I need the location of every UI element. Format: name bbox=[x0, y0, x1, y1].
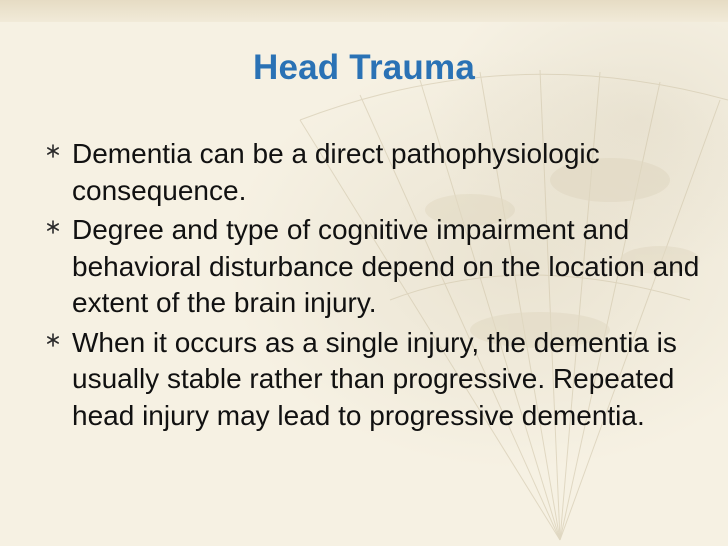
bullet-text: Degree and type of cognitive impairment and behavioral disturbance depend on the location and extent of the brain injury. bbox=[72, 214, 700, 318]
top-decorative-band bbox=[0, 0, 728, 22]
bullet-list bbox=[46, 136, 706, 437]
bullet-text: When it occurs as a single injury, the dementia is usually stable rather than progressive. Repeated head injury may lead to progressive dementia. bbox=[72, 326, 677, 431]
bullet-item bbox=[46, 325, 706, 435]
slide-title: Head Trauma bbox=[252, 48, 475, 87]
bullet-item bbox=[46, 136, 706, 209]
asterisk-bullet-icon bbox=[46, 144, 60, 158]
asterisk-bullet-icon bbox=[46, 220, 60, 234]
asterisk-bullet-icon bbox=[46, 333, 60, 347]
bullet-item bbox=[46, 212, 706, 322]
bullet-text: Dementia can be a direct pathophysiologic consequence. bbox=[72, 138, 600, 206]
